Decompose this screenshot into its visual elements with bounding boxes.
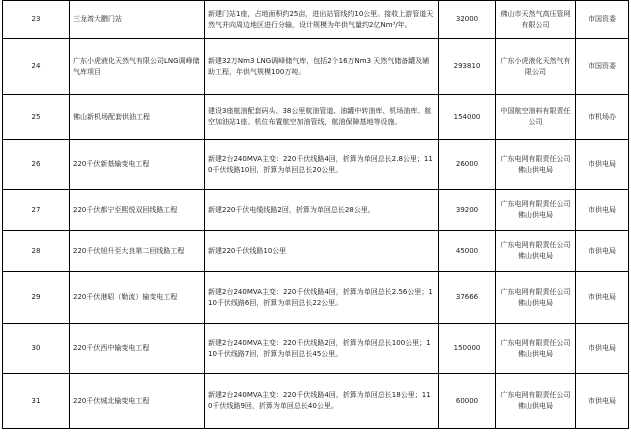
row-number: 25 — [3, 95, 70, 140]
responsible-company: 广东电网有限责任公司佛山供电局 — [496, 140, 576, 190]
investment-amount: 150000 — [439, 324, 496, 374]
table-row — [3, 231, 629, 272]
table-row — [3, 190, 629, 231]
project-description: 新建2台240MVA主变：220千伏线路4回，折算为单回总长18公里；110千伏线路9回，折算为单回总长40公里。 — [205, 374, 439, 429]
row-number: 27 — [3, 190, 70, 231]
supervising-department: 市供电局 — [576, 374, 629, 429]
project-name: 佛山新机场配套供油工程 — [70, 95, 205, 140]
project-name: 220千伏港昭（勒流）输变电工程 — [70, 272, 205, 324]
supervising-department: 市供电局 — [576, 231, 629, 272]
table-row — [3, 39, 629, 95]
project-name: 220千伏新基输变电工程 — [70, 140, 205, 190]
supervising-department: 市供电局 — [576, 190, 629, 231]
project-name: 三龙湾大鹏门站 — [70, 1, 205, 39]
supervising-department: 市国资委 — [576, 39, 629, 95]
project-description: 新建32万Nm3 LNG调峰储气库，包括2个16万Nm3 天然气储备罐及辅助工程，年供气规模100万吨。 — [205, 39, 439, 95]
investment-amount: 154000 — [439, 95, 496, 140]
row-number: 30 — [3, 324, 70, 374]
project-name: 广东小虎液化天然气有限公司LNG调峰储气库项目 — [70, 39, 205, 95]
responsible-company: 广东电网有限责任公司佛山供电局 — [496, 190, 576, 231]
supervising-department: 市国资委 — [576, 1, 629, 39]
supervising-department: 市供电局 — [576, 272, 629, 324]
table-row — [3, 324, 629, 374]
table-row — [3, 374, 629, 429]
responsible-company: 广东电网有限责任公司佛山供电局 — [496, 324, 576, 374]
investment-amount: 26000 — [439, 140, 496, 190]
investment-amount: 293810 — [439, 39, 496, 95]
row-number: 31 — [3, 374, 70, 429]
investment-amount: 39200 — [439, 190, 496, 231]
table-row — [3, 140, 629, 190]
row-number: 24 — [3, 39, 70, 95]
responsible-company: 中国航空油料有限责任公司 — [496, 95, 576, 140]
project-name: 220千伏旭升至大良第二回线路工程 — [70, 231, 205, 272]
responsible-company: 广东电网有限责任公司佛山供电局 — [496, 272, 576, 324]
row-number: 29 — [3, 272, 70, 324]
table-body — [3, 1, 629, 429]
project-description: 新建220千伏线路10公里 — [205, 231, 439, 272]
project-description: 新建2台240MVA主变：220千伏线路4回，折算为单回总长2.56公里；110千伏线路6回，折算为单回总长22公里。 — [205, 272, 439, 324]
investment-amount: 37666 — [439, 272, 496, 324]
supervising-department: 市供电局 — [576, 140, 629, 190]
table-row — [3, 272, 629, 324]
project-description: 新建2台240MVA主变：220千伏线路2回，折算为单回总长100公里；110千伏线路7回，折算为单回总长45公里。 — [205, 324, 439, 374]
row-number: 23 — [3, 1, 70, 39]
project-name: 220千伏都宁至熙悦双回线路工程 — [70, 190, 205, 231]
row-number: 28 — [3, 231, 70, 272]
supervising-department: 市供电局 — [576, 324, 629, 374]
project-description: 新建门站1座，占地面积约25亩，进出站管线约10公里。接收上游管道天然气并向周边地区进行分输，设计规模为年供气量约2亿Nm³/年。 — [205, 1, 439, 39]
responsible-company: 广东电网有限责任公司佛山供电局 — [496, 231, 576, 272]
supervising-department: 市机场办 — [576, 95, 629, 140]
responsible-company: 广东电网有限责任公司佛山供电局 — [496, 374, 576, 429]
investment-amount: 32000 — [439, 1, 496, 39]
project-name: 220千伏城北输变电工程 — [70, 374, 205, 429]
responsible-company: 佛山市天然气高压管网有限公司 — [496, 1, 576, 39]
project-description: 新建220千伏电缆线路2回，折算为单回总长28公里。 — [205, 190, 439, 231]
project-name: 220千伏西中输变电工程 — [70, 324, 205, 374]
project-description: 新建2台240MVA主变：220千伏线路4回，折算为单回总长2.8公里；110千伏线路10回，折算为单回总长20公里。 — [205, 140, 439, 190]
project-description: 建设3座航油配套码头、38公里航油管道、油罐中转油库、机场油库、航空加油站1座、机位布置航空加油管线，航油保障基地等设施。 — [205, 95, 439, 140]
table-row — [3, 1, 629, 39]
row-number: 26 — [3, 140, 70, 190]
project-table — [2, 0, 629, 429]
responsible-company: 广东小虎液化天然气有限公司 — [496, 39, 576, 95]
table-row — [3, 95, 629, 140]
investment-amount: 45000 — [439, 231, 496, 272]
investment-amount: 60000 — [439, 374, 496, 429]
